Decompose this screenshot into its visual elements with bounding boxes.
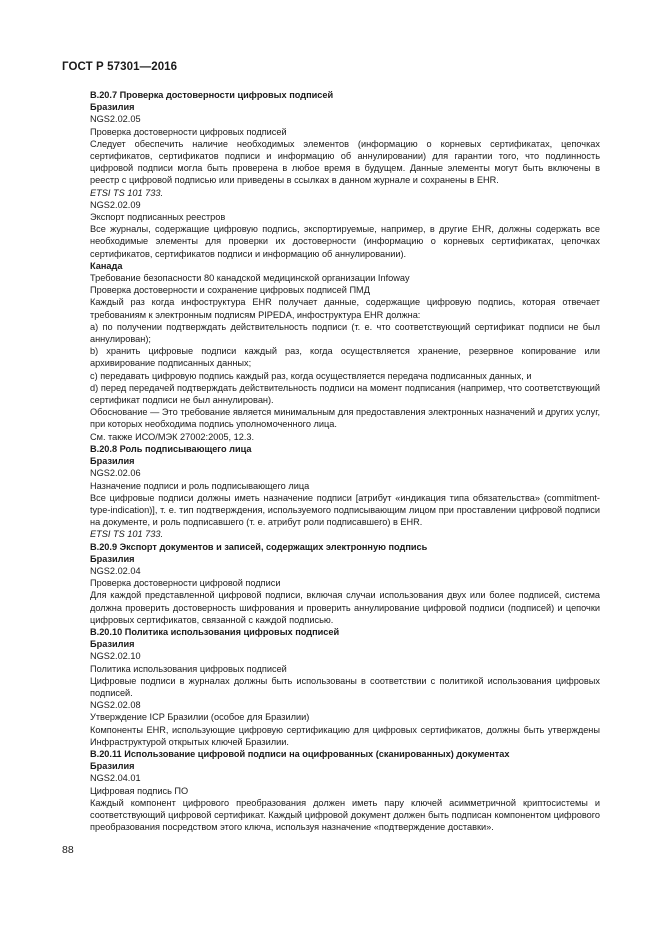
section-heading: Бразилия — [90, 102, 135, 113]
body-line: Политика использования цифровых подписей — [90, 663, 287, 674]
section-heading: Канада — [90, 260, 123, 271]
body-line: Проверка достоверности цифровых подписей — [90, 126, 287, 137]
body-line: NGS2.02.10 — [90, 651, 141, 662]
standard-header: ГОСТ Р 57301—2016 — [62, 61, 178, 73]
body-line: Назначение подписи и роль подписывающего лица — [90, 480, 310, 491]
section-heading: Бразилия — [90, 639, 135, 650]
body-line: Требование безопасности 80 канадской медицинской организации Infoway — [90, 273, 410, 284]
body-line: Все цифровые подписи должны иметь назначение подписи [атрибут «индикация типа обязательства» (commitment-type-indication)], т. е. тип подтверждения, используемого подписывающим лицом при проставлении цифровой подписи на документе, и роль подписавшего (т. е. атрибут роли подписавшего) в EHR. — [90, 492, 600, 528]
body-line: Каждый компонент цифрового преобразования должен иметь пару ключей асимметричной криптосистемы и соответствующий цифровой сертификат. Каждый цифровой документ должен быть подписан компонентом цифрового преобразования посредством этого ключа, используя назначение «подтверждение доставки». — [90, 797, 600, 833]
body-line: NGS2.02.06 — [90, 468, 141, 479]
body-line: NGS2.02.05 — [90, 114, 141, 125]
body-line: Цифровая подпись ПО — [90, 785, 189, 796]
body-line: b) хранить цифровые подписи каждый раз, когда осуществляется хранение, резервное копирование или архивирование подписанных данных; — [90, 346, 600, 369]
reference-line: ETSI TS 101 733. — [90, 187, 164, 198]
body-line: NGS2.02.09 — [90, 199, 141, 210]
body-line: Утверждение ICP Бразилии (особое для Бразилии) — [90, 712, 310, 723]
body-line: a) по получении подтверждать действительность подписи (т. е. что соответствующий сертификат подписи не был аннулирован); — [90, 321, 600, 345]
body-line: Для каждой представленной цифровой подписи, включая случаи использования двух или более подписей, система должна проверить достоверность шифрования и проверить аннулирование цифровой подписи (подписей) и цепочки цифровых сертификатов, связанной с каждой подписью. — [90, 590, 600, 625]
document-body — [90, 89, 600, 833]
section-heading: Бразилия — [90, 456, 135, 467]
body-line: NGS2.02.08 — [90, 700, 141, 711]
section-heading: B.20.9 Экспорт документов и записей, содержащих электронную подпись — [90, 541, 428, 552]
body-line: c) передавать цифровую подпись каждый раз, когда осуществляется передача подписанных данных, и — [90, 370, 532, 381]
body-line: Экспорт подписанных реестров — [90, 212, 226, 223]
section-heading: B.20.10 Политика использования цифровых подписей — [90, 626, 340, 637]
body-line: См. также ИСО/МЭК 27002:2005, 12.3. — [90, 431, 255, 442]
body-line: Компоненты EHR, использующие цифровую сертификацию для цифровых сертификатов, должны быть утверждены Инфраструктурой открытых ключей Бразилии. — [90, 724, 600, 747]
section-heading: Бразилия — [90, 553, 135, 564]
body-line: Каждый раз когда инфоструктура EHR получает данные, содержащие цифровую подпись, которая отвечает требованиям к электронным подписям PIPEDA, инфоструктура EHR должна: — [90, 297, 600, 320]
section-heading: B.20.11 Использование цифровой подписи на оцифрованных (сканированных) документах — [90, 748, 510, 759]
body-line: Все журналы, содержащие цифровую подпись, экспортируемые, например, в другие EHR, должны содержать все необходимые элементы для проверки их достоверности (информацию о корневых сертификатах, цепочках сертификатов, сертификатов подписи и информацию об аннулировании). — [90, 224, 600, 259]
body-line: d) перед передачей подтверждать действительность подписи на момент подписания (например, что соответствующий сертификат подписи не был аннулирован). — [90, 382, 600, 406]
page-number: 88 — [62, 844, 74, 856]
body-line: Проверка достоверности и сохранение цифровых подписей ПМД — [90, 285, 370, 296]
body-line: Проверка достоверности цифровой подписи — [90, 578, 281, 589]
reference-line: ETSI TS 101 733. — [90, 529, 164, 540]
section-heading: B.20.8 Роль подписывающего лица — [90, 443, 252, 454]
body-line: Цифровые подписи в журналах должны быть использованы в соответствии с политикой использования цифровых подписей. — [90, 675, 600, 698]
body-line: NGS2.02.04 — [90, 565, 141, 576]
section-heading: Бразилия — [90, 761, 135, 772]
body-line: Следует обеспечить наличие необходимых элементов (информацию о корневых сертификатах, цепочках сертификатов, сертификатов подписи и информацию об аннулировании) для гарантии того, что подлинность цифровой подписи могла быть проверена в любое время в будущем. Данные элементы могут быть включены в реестр с цифровой подписью или приведены в ссылках в данном журнале и сохранены в EHR. — [90, 138, 600, 186]
section-heading: B.20.7 Проверка достоверности цифровых подписей — [90, 90, 334, 100]
body-line: NGS2.04.01 — [90, 773, 141, 784]
body-line: Обоснование — Это требование является минимальным для предоставления электронных назначений и других услуг, при которых необходима подпись уполномоченного лица. — [90, 407, 600, 430]
